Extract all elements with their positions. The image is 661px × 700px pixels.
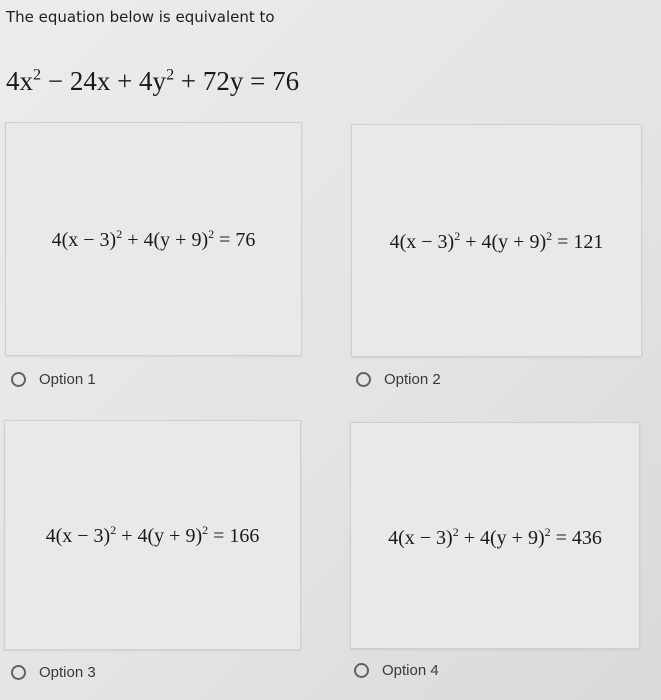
option-2-label: Option 2 [384,371,441,388]
option-3-radio[interactable] [11,665,26,680]
option-4-equation: $4(x - 3)^2 + 4(y + 9)^2 = 436$ [388,525,602,549]
option-3-equation: $4(x - 3)^2 + 4(y + 9)^2 = 166$ [45,523,260,547]
option-3-label: Option 3 [39,664,96,681]
option-1-label: Option 1 [39,371,96,388]
option-2[interactable] [356,371,441,388]
question-title: The equation below is equivalent to [6,8,275,26]
option-2-card[interactable] [351,124,642,357]
option-2-equation: $4(x - 3)^2 + 4(y + 9)^2 = 121$ [389,229,604,253]
option-1-card[interactable] [5,122,302,356]
option-4[interactable] [354,662,439,679]
option-2-radio[interactable] [356,372,371,387]
option-4-label: Option 4 [382,662,439,679]
option-1[interactable] [11,371,96,388]
option-1-equation: $4(x - 3)^2 + 4(y + 9)^2 = 76$ [51,227,256,251]
option-4-card[interactable] [350,422,640,649]
option-1-radio[interactable] [11,372,26,387]
option-3-card[interactable] [4,420,301,650]
option-4-radio[interactable] [354,663,369,678]
option-3[interactable] [11,664,96,681]
question-equation: $4x^2 - 24x + 4y^2 + 72y = 76$ [6,65,300,96]
